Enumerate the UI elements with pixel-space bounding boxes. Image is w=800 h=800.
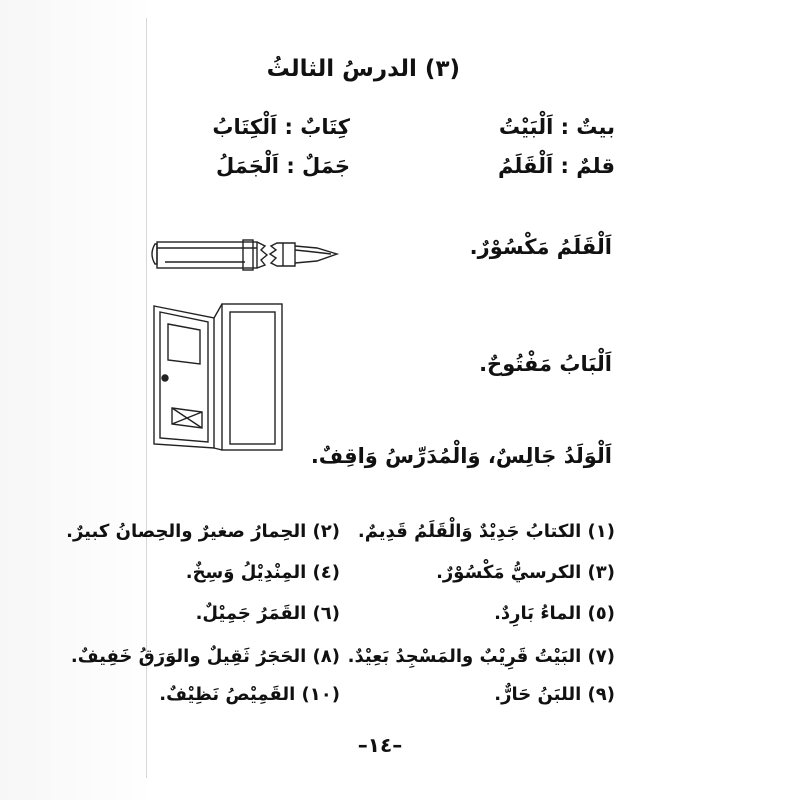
exercise-1: (١) الكتابُ جَدِيْدٌ وَالْقَلَمُ قَدِيمٌ.: [357, 521, 615, 542]
exercise-5: (٥) الماءُ بَارِدٌ.: [494, 603, 615, 624]
lesson-title: (٣) الدرسُ الثالثُ: [266, 56, 460, 82]
exercise-10: (١٠) القَمِيْصُ نَظِيْفٌ.: [159, 684, 340, 705]
sentence-door: اَلْبَابُ مَفْتُوحٌ.: [479, 352, 612, 376]
vocab-jamal: جَمَلٌ : اَلْجَمَلُ: [215, 154, 350, 178]
vocab-qalam: قلمٌ : اَلْقَلَمُ: [497, 154, 615, 178]
exercise-6: (٦) القَمَرُ جَمِيْلٌ.: [195, 603, 340, 624]
page-number: –١٤–: [357, 733, 403, 757]
broken-pen-illustration: [145, 228, 345, 280]
open-door-illustration: [150, 302, 290, 452]
vocab-bayt: بيتٌ : اَلْبَيْتُ: [498, 115, 615, 139]
exercise-8: (٨) الحَجَرُ ثَقِيلٌ والوَرَقُ خَفِيفٌ.: [70, 646, 340, 667]
exercise-7: (٧) البَيْتُ قَرِيْبٌ والمَسْجِدُ بَعِيْدٌ.: [347, 646, 615, 667]
sentence-pen: اَلْقَلَمُ مَكْسُوْرٌ.: [469, 235, 612, 259]
vocab-kitab: كِتَابٌ : اَلْكِتَابُ: [212, 115, 350, 139]
exercise-3: (٣) الكرسيُّ مَكْسُوْرٌ.: [436, 562, 615, 583]
exercise-9: (٩) اللبَنُ حَارٌّ.: [494, 684, 615, 705]
sentence-boy: اَلْوَلَدُ جَالِسٌ، وَالْمُدَرِّسُ وَاقِفٌ.: [310, 444, 612, 468]
exercise-4: (٤) المِنْدِيْلُ وَسِخٌ.: [185, 562, 340, 583]
exercise-2: (٢) الحِمارُ صغيرٌ والحِصانُ كبيرٌ.: [66, 521, 340, 542]
page-margin: [0, 0, 146, 800]
